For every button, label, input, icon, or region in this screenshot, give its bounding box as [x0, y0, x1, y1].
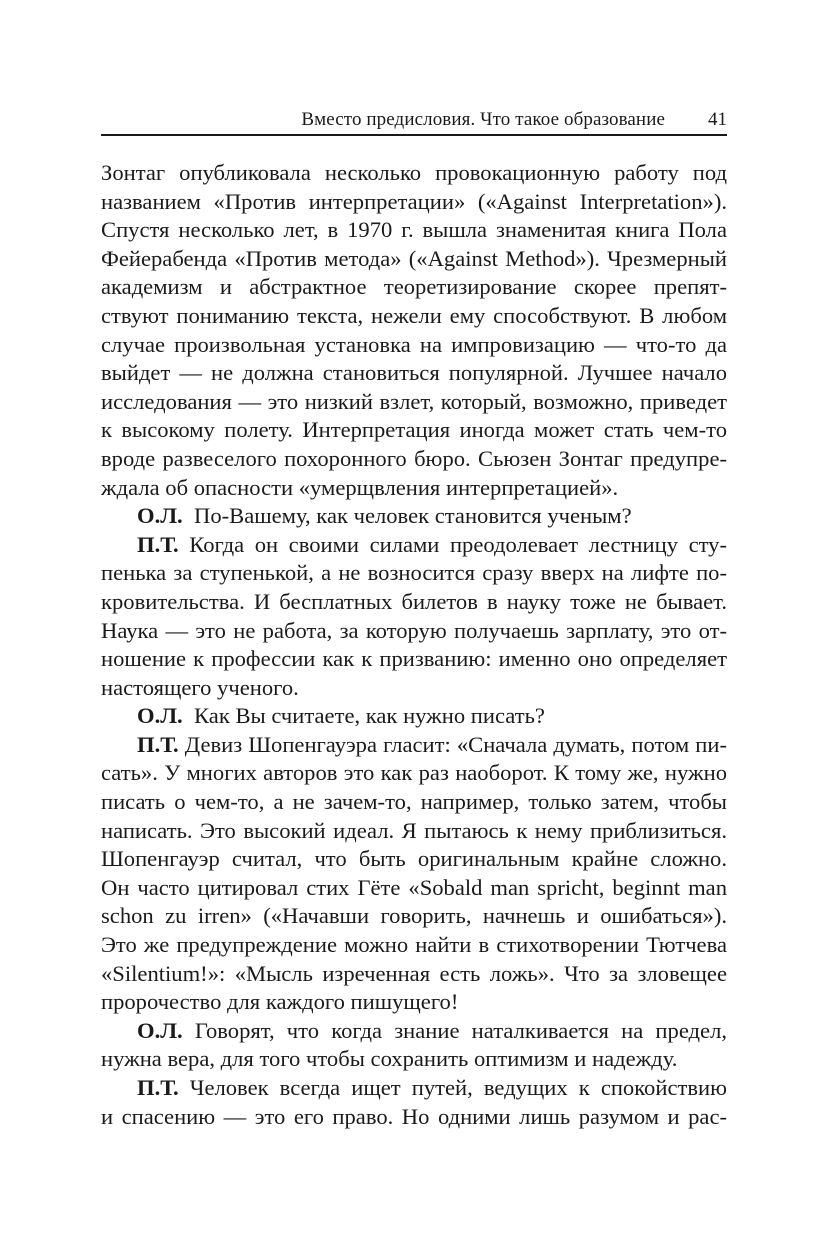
- dialogue-paragraph: [101, 502, 727, 531]
- text-line: академизм и абстрактное теоретизирование скорее препят-: [101, 274, 727, 300]
- speaker-label: О.Л.: [137, 703, 183, 729]
- text-line: пенька за ступенькой, а не возносится сразу вверх на лифте по-: [101, 560, 727, 586]
- text-line: По-Вашему, как человек становится ученым?: [194, 503, 632, 529]
- text-line-first: [101, 731, 727, 760]
- text-line: случае произвольная установка на импровизацию — что-то да: [101, 331, 727, 357]
- text-line: Человек всегда ищет путей, ведущих к спокойствию: [189, 1075, 727, 1100]
- text-line: Это же предупреждение можно найти в стихотворении Тютчева: [101, 932, 727, 958]
- text-line: ношение к профессии как к призванию: именно оно определяет: [101, 646, 727, 672]
- page-header: [101, 104, 727, 136]
- text-line: Наука — это не работа, за которую получаешь зарплату, это от-: [101, 617, 727, 643]
- speaker-label: О.Л.: [137, 503, 183, 529]
- text-line: Зонтаг опубликовала несколько провокационную работу под: [101, 160, 727, 185]
- text-line: ждала об опасности «умерщвления интерпретацией».: [101, 474, 619, 500]
- text-line: ствуют пониманию текста, нежели ему способствуют. В любом: [101, 302, 727, 328]
- text-line: schon zu irren» («Начавши говорить, начнешь и ошибаться»).: [101, 903, 727, 929]
- paragraph: [101, 159, 727, 502]
- text-line: настоящего ученого.: [101, 674, 299, 700]
- speaker-label: П.Т.: [137, 531, 179, 557]
- text-line-first: [101, 531, 727, 560]
- text-line: Говорят, что когда знание наталкивается на предел,: [194, 1017, 727, 1043]
- dialogue-paragraph: [101, 531, 727, 703]
- running-header-title: Вместо предисловия. Что такое образование: [301, 109, 665, 130]
- speaker-label: П.Т.: [137, 731, 179, 757]
- text-line: кровительства. И бесплатных билетов в науку тоже не бывает.: [101, 588, 727, 614]
- text-line: к высокому полету. Интерпретация иногда может стать чем-то: [101, 417, 727, 443]
- text-line-first: [101, 1017, 727, 1046]
- page-number: 41: [708, 109, 727, 130]
- text-line: Девиз Шопенгауэра гласит: «Сначала думать, потом пи-: [184, 731, 727, 757]
- text-body: [101, 159, 727, 1131]
- dialogue-paragraph: [101, 1074, 727, 1131]
- speaker-label: О.Л.: [137, 1017, 183, 1043]
- text-line: исследования — это низкий взлет, который, возможно, приведет: [101, 388, 727, 414]
- text-line: нужна вера, для того чтобы сохранить оптимизм и надежду.: [101, 1046, 678, 1072]
- text-line: Как Вы считаете, как нужно писать?: [194, 703, 545, 729]
- text-line: пророчество для каждого пишущего!: [101, 989, 459, 1015]
- speaker-label: П.Т.: [137, 1075, 179, 1100]
- text-line: Когда он своими силами преодолевает лестницу сту-: [189, 531, 727, 557]
- dialogue-paragraph: [101, 1017, 727, 1074]
- text-line: выйдет — не должна становиться популярной. Лучшее начало: [101, 360, 727, 386]
- text-line: писать о чем-то, а не зачем-то, например, только затем, чтобы: [101, 789, 727, 815]
- text-line: Фейерабенда «Против метода» («Against Method»). Чрезмерный: [101, 245, 727, 271]
- text-line: «Silentium!»: «Мысль изреченная есть ложь». Что за зловещее: [101, 960, 727, 986]
- text-line: Шопенгауэр считал, что быть оригинальным крайне сложно.: [101, 846, 727, 872]
- text-line: названием «Против интерпретации» («Against Interpretation»).: [101, 188, 727, 214]
- text-line: написать. Это высокий идеал. Я пытаюсь к нему приблизиться.: [101, 817, 727, 843]
- dialogue-paragraph: [101, 731, 727, 1017]
- text-line: Спустя несколько лет, в 1970 г. вышла знаменитая книга Пола: [101, 217, 727, 243]
- text-line-first: [101, 1074, 727, 1103]
- dialogue-paragraph: [101, 702, 727, 731]
- text-line: сать». У многих авторов это как раз наоборот. К тому же, нужно: [101, 760, 727, 786]
- text-line: Он часто цитировал стих Гёте «Sobald man spricht, beginnt man: [101, 874, 727, 900]
- text-line: вроде развеселого похоронного бюро. Сьюзен Зонтаг предупре-: [101, 445, 727, 471]
- text-line: и спасению — это его право. Но одними лишь разумом и рас-: [101, 1103, 727, 1129]
